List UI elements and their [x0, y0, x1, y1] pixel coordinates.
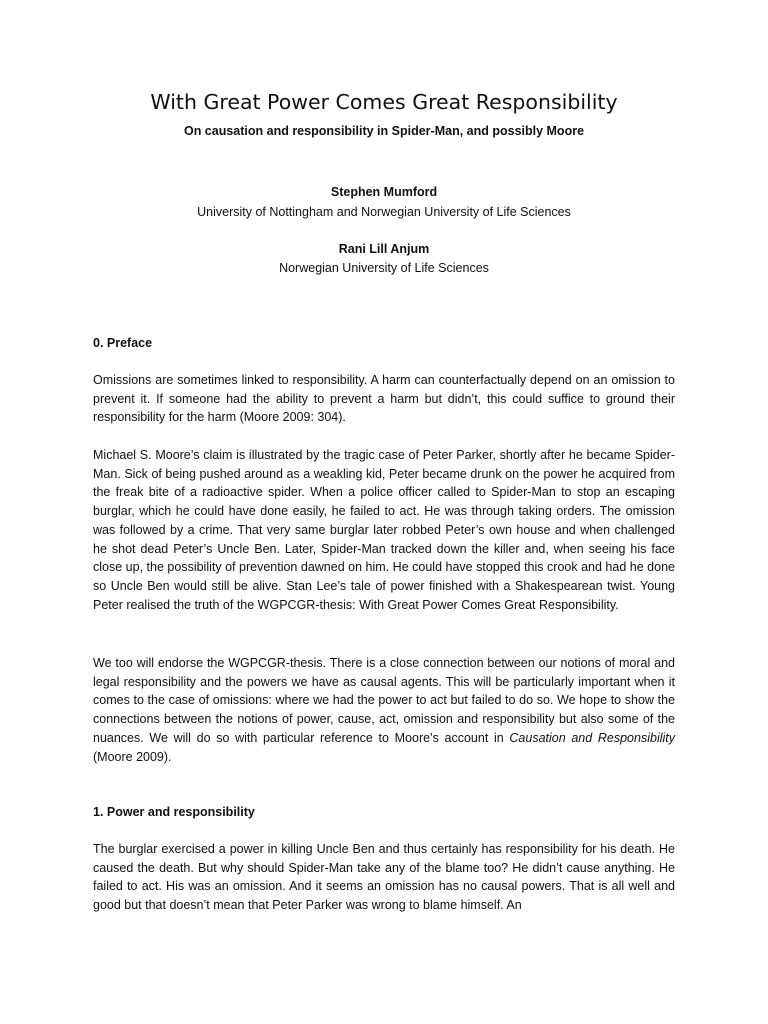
paragraph-preface-3-citation: (Moore 2009).	[93, 749, 172, 764]
paper-title: With Great Power Comes Great Responsibility	[150, 90, 618, 114]
author-name-1: Stephen Mumford	[330, 185, 438, 199]
author-affiliation-1: University of Nottingham and Norwegian University of Life Sciences	[197, 205, 571, 219]
author-affiliation-2: Norwegian University of Life Sciences	[279, 261, 489, 275]
paper-subtitle: On causation and responsibility in Spider-Man, and possibly Moore	[183, 124, 585, 138]
section-heading-power: 1. Power and responsibility	[93, 805, 255, 819]
section-heading-preface: 0. Preface	[93, 336, 153, 350]
paragraph-preface-3	[93, 654, 675, 766]
book-title-italic: Causation and Responsibility	[509, 730, 675, 745]
author-name-2: Rani Lill Anjum	[338, 242, 430, 256]
paragraph-preface-3-text: We too will endorse the WGPCGR-thesis. There is a close connection between our notions of moral and legal responsibility and the powers we have as causal agents. This will be particularly important when it comes to the case of omissions: where we had the power to act but failed to do so. We hope to show the connections between the notions of power, cause, act, omission and responsibility but also some of the nuances. We will do so with particular reference to Moore’s account in	[93, 656, 675, 745]
paragraph-preface-2: Michael S. Moore’s claim is illustrated by the tragic case of Peter Parker, shortly after he became Spider-Man. Sick of being pushed around as a weakling kid, Peter became drunk on the power he acquired from the freak bite of a radioactive spider. When a police officer called to Spider-Man to stop an escaping burglar, which he could have done easily, he failed to act. He was through taking orders. The omission was followed by a crime. That very same burglar later robbed Peter’s own house and when challenged he shot dead Peter’s Uncle Ben. Later, Spider-Man tracked down the killer and, when seeing his face close up, the possibility of prevention dawned on him. He could have stopped this crook and had he done so Uncle Ben would still be alive. Stan Lee’s tale of power finished with a Shakespearean twist. Young Peter realised the truth of the WGPCGR-thesis: With Great Power Comes Great Responsibility.	[93, 448, 675, 612]
paragraph-power-1: The burglar exercised a power in killing Uncle Ben and thus certainly has responsibility for his death. He caused the death. But why should Spider-Man take any of the blame too? He didn’t cause anything. He failed to act. His was an omission. And it seems an omission has no causal powers. That is all well and good but that doesn’t mean that Peter Parker was wrong to blame himself. An	[93, 842, 675, 913]
paragraph-preface-1: Omissions are sometimes linked to responsibility. A harm can counterfactually depend on an omission to prevent it. If someone had the ability to prevent a harm but didn’t, this could suffice to ground their responsibility for the harm (Moore 2009: 304).	[93, 373, 675, 425]
